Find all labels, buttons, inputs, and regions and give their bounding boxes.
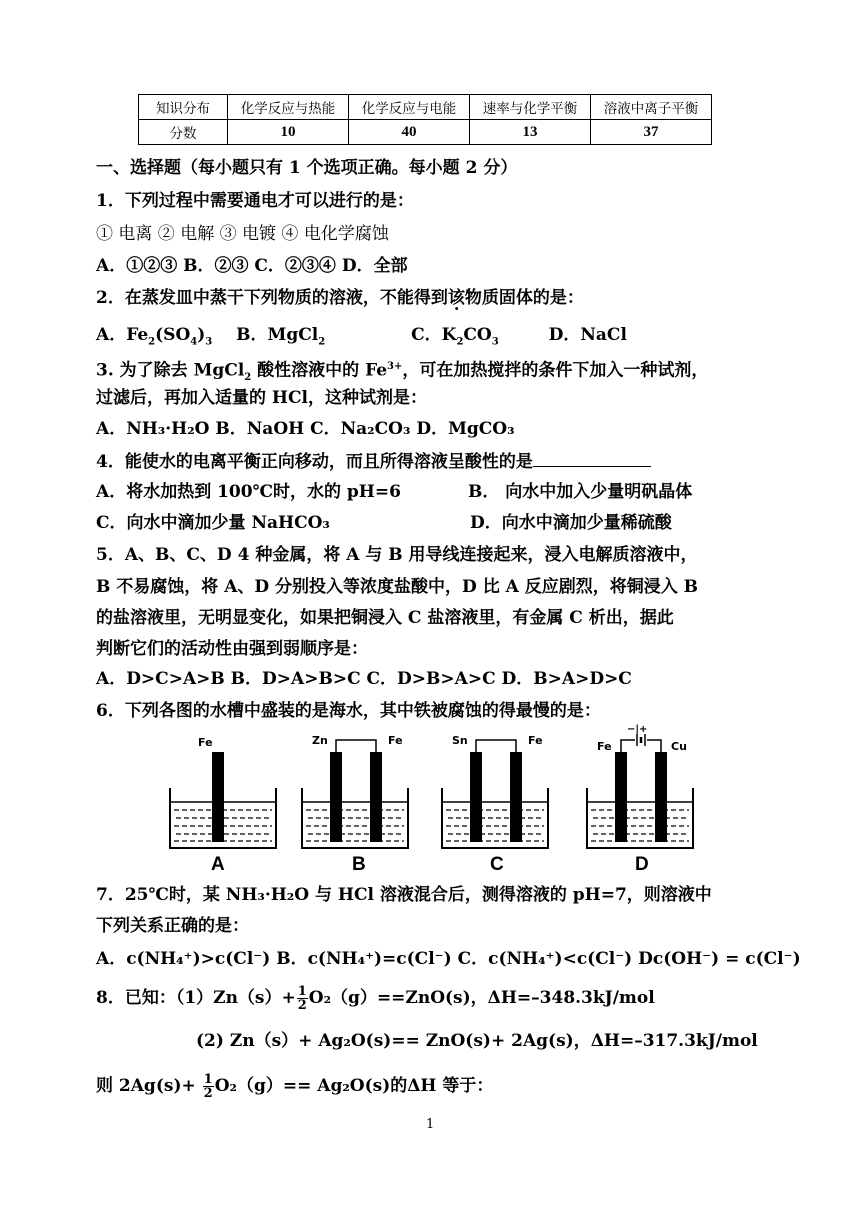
q5-line3: 的盐溶液里，无明显变化，如果把铜浸入 C 盐溶液里，有金属 C 析出，据此 — [96, 608, 674, 628]
q7-options: A．c(NH₄⁺)>c(Cl⁻) B．c(NH₄⁺)=c(Cl⁻) C．c(NH₄⁺)<c(Cl⁻) Dc(OH⁻) = c(Cl⁻) — [96, 949, 801, 969]
q2-options — [96, 324, 627, 353]
q5-line2: B 不易腐蚀，将 A、D 分别投入等浓度盐酸中，D 比 A 反应剧烈，将铜浸入 B — [96, 577, 699, 597]
option-letter: B — [352, 854, 366, 875]
text: 2 — [456, 336, 464, 348]
text: O₂（g）== Ag₂O(s)的ΔH 等于： — [214, 1076, 494, 1096]
q8-line3 — [96, 1073, 493, 1100]
q7-line1: 7．25℃时，某 NH₃·H₂O 与 HCl 溶液混合后，测得溶液的 pH=7，则溶液中 — [96, 885, 712, 905]
table-cell: 37 — [591, 120, 712, 145]
option-letter: D — [635, 854, 649, 875]
q7-line2: 下列关系正确的是： — [96, 916, 249, 936]
q3-line2: 过滤后，再加入适量的 HCl，这种试剂是： — [96, 388, 427, 408]
q8-line1 — [96, 985, 655, 1012]
electrode-label: Fe — [388, 734, 403, 747]
q1-stem: 1．下列过程中需要通电才可以进行的是： — [96, 191, 414, 211]
figure-d — [585, 724, 695, 880]
page-number: 1 — [426, 1117, 435, 1132]
table-cell: 10 — [228, 120, 349, 145]
figure-b — [300, 730, 410, 880]
table-cell: 溶液中离子平衡 — [591, 95, 712, 120]
fraction-one-half — [203, 1073, 214, 1100]
text: 2 — [318, 336, 326, 348]
electrode-label: Sn — [452, 734, 468, 747]
text: 3. 为了除去 MgCl — [96, 360, 245, 381]
text: A．Fe — [96, 325, 149, 345]
q2-option-d: D．NaCl — [548, 325, 627, 345]
q4-stem — [96, 450, 651, 473]
electrode-label: Fe — [198, 736, 213, 749]
q1-options: A．①②③ B．②③ C．②③④ D．全部 — [96, 256, 408, 276]
section-title: 一、选择题（每小题只有 1 个选项正确。每小题 2 分） — [96, 158, 518, 178]
text: 8．已知：（1）Zn（s）+ — [96, 988, 296, 1008]
q5-line4: 判断它们的活动性由强到弱顺序是： — [96, 639, 368, 659]
figure-c — [440, 730, 550, 880]
q2-option-b — [236, 325, 326, 348]
figure-a — [168, 730, 278, 880]
option-letter: A — [211, 854, 225, 875]
text: 酸性溶液中的 Fe — [251, 360, 388, 381]
electrode-label: Zn — [312, 734, 328, 747]
q3-options: A．NH₃·H₂O B．NaOH C．Na₂CO₃ D．MgCO₃ — [96, 419, 515, 439]
table-cell: 13 — [470, 120, 591, 145]
answer-blank — [533, 450, 651, 467]
knowledge-distribution-table — [138, 94, 712, 145]
q4-option-a: A．将水加热到 100℃时，水的 pH=6 — [96, 482, 401, 502]
denominator: 2 — [203, 1086, 213, 1101]
q2-stem-dot: 该 — [447, 288, 465, 308]
denominator: 2 — [297, 998, 307, 1013]
electrode-label: Fe — [528, 734, 543, 747]
text: 4 — [190, 336, 198, 348]
q2-stem-b: 物质固体的是： — [464, 288, 584, 308]
table-row — [139, 120, 712, 145]
q8-line2: (2) Zn（s）+ Ag₂O(s)== ZnO(s)+ 2Ag(s)，ΔH=–317.3kJ/mol — [196, 1031, 758, 1051]
text: B．MgCl — [236, 325, 319, 345]
q3-line1 — [96, 356, 708, 389]
text: 3 — [491, 336, 499, 348]
battery-icon: −|+ — [627, 724, 648, 735]
text: 4．能使水的电离平衡正向移动，而且所得溶液呈酸性的是 — [96, 452, 533, 472]
q5-line1: 5．A、B、C、D 4 种金属，将 A 与 B 用导线连接起来，浸入电解质溶液中， — [96, 545, 698, 565]
numerator: 1 — [297, 984, 307, 999]
q4-option-c: C．向水中滴加少量 NaHCO₃ — [96, 513, 330, 533]
q1-items: ① 电离 ② 电解 ③ 电镀 ④ 电化学腐蚀 — [96, 224, 389, 244]
q2-option-c — [411, 325, 499, 348]
electrode-label: Cu — [671, 740, 687, 753]
text: (SO — [155, 325, 191, 345]
q5-options: A．D>C>A>B B．D>A>B>C C．D>B>A>C D．B>A>D>C — [96, 669, 632, 689]
q4-option-d: D．向水中滴加少量稀硫酸 — [470, 513, 672, 533]
q2-option-a — [96, 325, 213, 348]
text: 3+ — [387, 361, 403, 372]
q4-option-b: B． 向水中加入少量明矾晶体 — [468, 482, 693, 502]
electrode-label: Fe — [597, 740, 612, 753]
option-letter: C — [490, 854, 504, 875]
table-cell: 40 — [349, 120, 470, 145]
text: C．K — [411, 325, 457, 345]
text: 2 — [244, 372, 252, 384]
q2-stem-a: 2．在蒸发皿中蒸干下列物质的溶液，不能得到 — [96, 288, 448, 308]
table-cell: 知识分布 — [139, 95, 228, 120]
text: 则 2Ag(s)+ — [96, 1076, 202, 1096]
text: 2 — [148, 336, 156, 348]
table-cell: 化学反应与热能 — [228, 95, 349, 120]
text: 3 — [205, 336, 213, 348]
q6-stem: 6．下列各图的水槽中盛装的是海水，其中铁被腐蚀的得最慢的是： — [96, 701, 601, 721]
table-cell: 速率与化学平衡 — [470, 95, 591, 120]
fraction-one-half — [297, 985, 308, 1012]
numerator: 1 — [203, 1072, 213, 1087]
text: CO — [463, 325, 492, 345]
table-cell: 化学反应与电能 — [349, 95, 470, 120]
q2-stem — [96, 287, 584, 309]
table-cell: 分数 — [139, 120, 228, 145]
text: ) — [197, 325, 206, 345]
table-header-row — [139, 95, 712, 120]
text: O₂（g）==ZnO(s)，ΔH=–348.3kJ/mol — [308, 988, 655, 1008]
text: ，可在加热搅拌的条件下加入一种试剂， — [402, 360, 709, 381]
